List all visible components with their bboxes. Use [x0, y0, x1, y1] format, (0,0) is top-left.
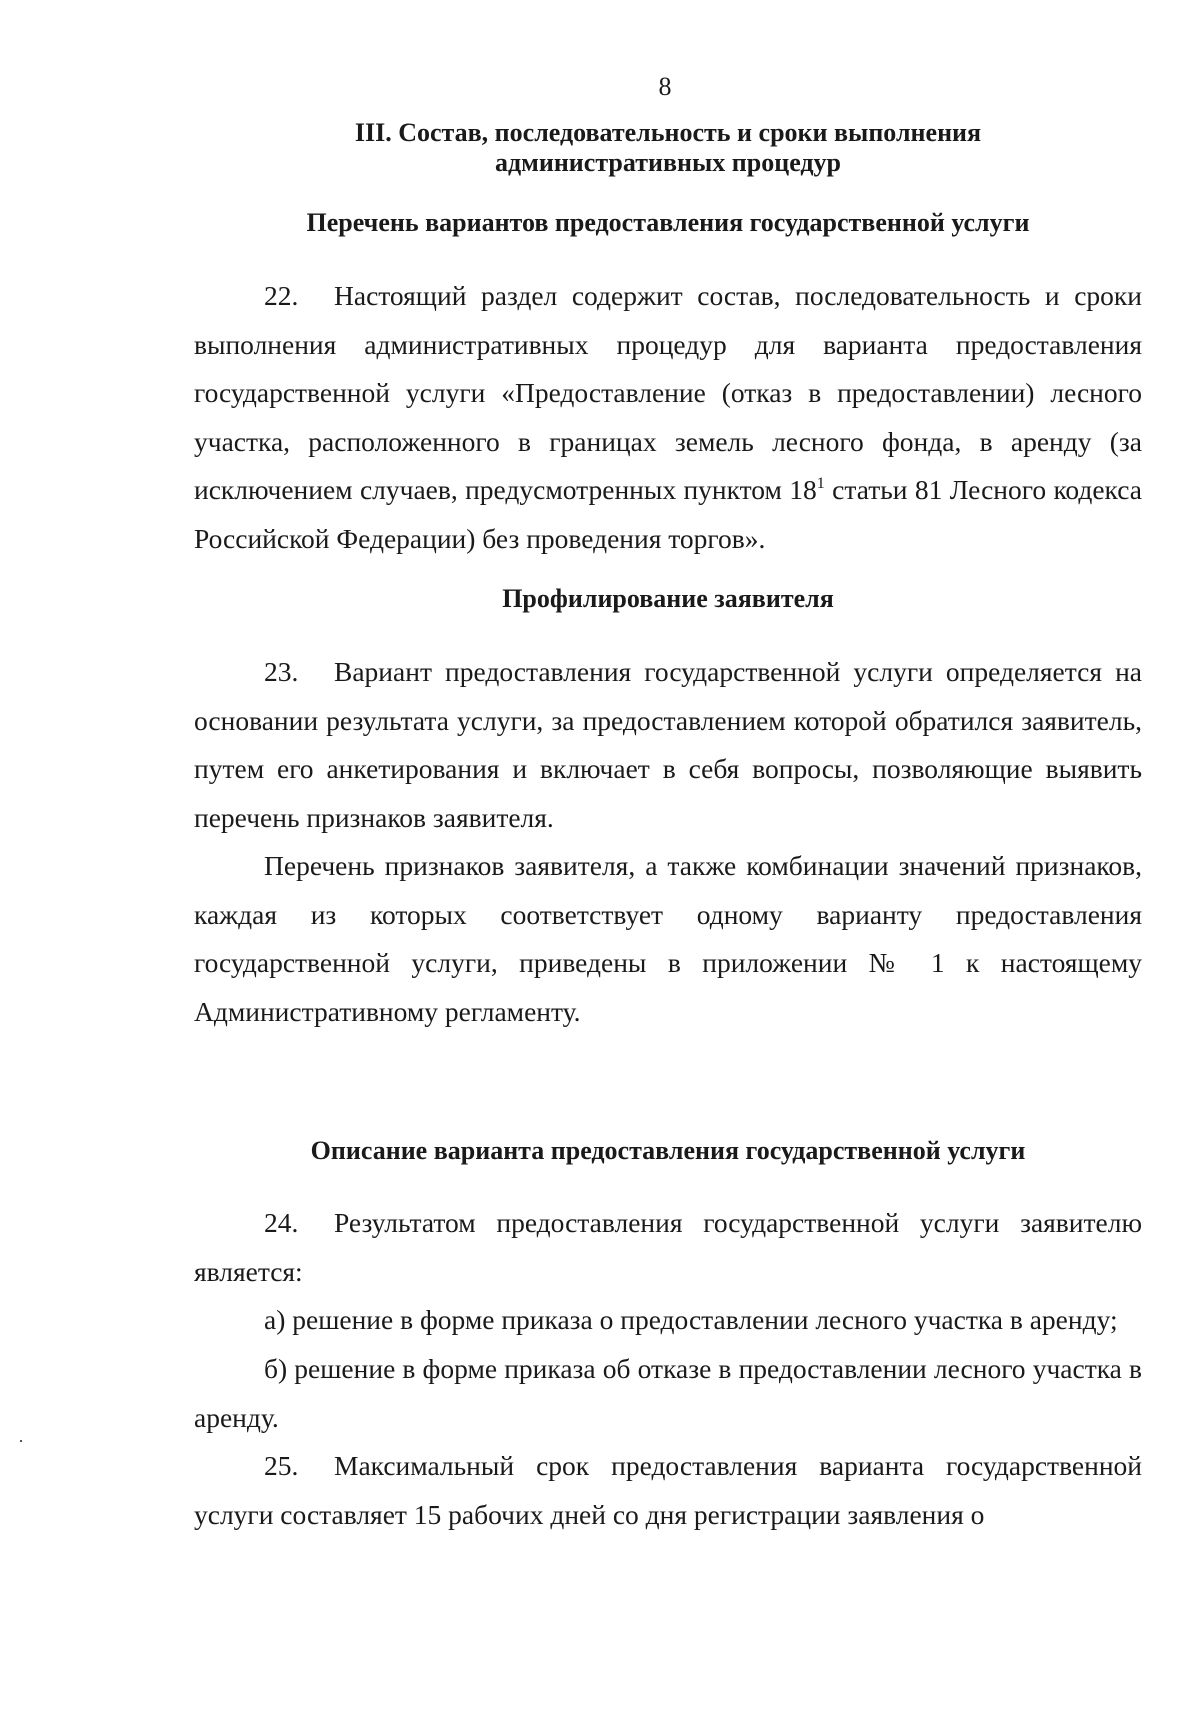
- paragraph-text: Максимальный срок предоставления варианта государственной услуги составляет 15 рабочих дней со дня регистрации заявления о: [194, 1450, 1142, 1530]
- paragraph-24: [194, 1199, 1142, 1296]
- subsection-title-variants-list: Перечень вариантов предоставления государственной услуги: [306, 208, 1030, 237]
- paragraph-text-continued: статьи 81 Лесного кодекса Российской Федерации) без проведения торгов».: [194, 474, 1142, 554]
- paragraph-text: Результатом предоставления государственной услуги заявителю является:: [194, 1207, 1142, 1287]
- paragraph-number: 25.: [264, 1450, 299, 1481]
- paragraph-text: Настоящий раздел содержит состав, последовательность и сроки выполнения административных процедур для варианта предоставления государственной услуги «Предоставление (отказ в предоставлении) лесного участка, расположенного в границах земель лесного фонда, в аренду (за исключением случаев, предусмотренных пунктом 18: [194, 280, 1142, 505]
- paragraph-number: 22.: [264, 280, 299, 311]
- paragraph-23: [194, 648, 1142, 842]
- page-number: 8: [658, 72, 672, 101]
- superscript-index: 1: [816, 475, 825, 492]
- scan-speck: [20, 1440, 22, 1442]
- paragraph-number: 24.: [264, 1207, 299, 1238]
- section-title-line-2: административных процедур: [494, 148, 842, 177]
- section-title-line-1: III. Состав, последовательность и сроки выполнения: [354, 118, 982, 147]
- paragraph-24-item-b: б) решение в форме приказа об отказе в предоставлении лесного участка в аренду.: [194, 1353, 1142, 1433]
- paragraph-text: Вариант предоставления государственной услуги определяется на основании результата услуги, за предоставлением которой обратился заявитель, путем его анкетирования и включает в себя вопросы, позволяющие выявить перечень признаков заявителя.: [194, 656, 1142, 833]
- paragraph-23-continuation: Перечень признаков заявителя, а также комбинации значений признаков, каждая из которых соответствует одному варианту предоставления государственной услуги, приведены в приложении № 1 к настоящему Административному регламенту.: [194, 850, 1142, 1027]
- section-title: [194, 118, 1142, 178]
- paragraph-25: [194, 1442, 1142, 1539]
- subsection-title-profiling: Профилирование заявителя: [502, 584, 834, 613]
- paragraph-22: [194, 272, 1142, 563]
- subsection-title-variant-description: Описание варианта предоставления государственной услуги: [310, 1136, 1026, 1165]
- paragraph-number: 23.: [264, 656, 299, 687]
- paragraph-24-item-a: а) решение в форме приказа о предоставлении лесного участка в аренду;: [264, 1304, 1118, 1335]
